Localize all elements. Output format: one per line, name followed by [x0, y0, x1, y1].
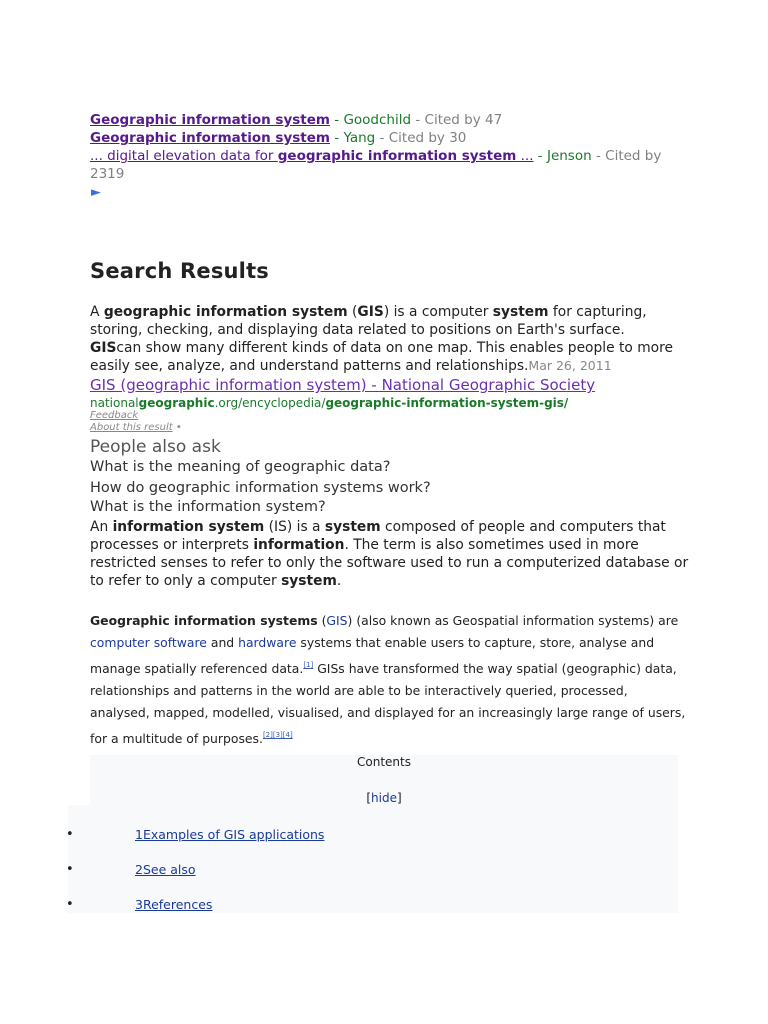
- scholar-result-1-cited[interactable]: Cited by 47: [424, 112, 503, 128]
- result-url: nationalgeographic.org/encyclopedia/geographic-information-system-gis/: [90, 396, 569, 410]
- separator: -: [591, 148, 606, 164]
- about-this-result: About this result •: [90, 422, 182, 433]
- gis-link[interactable]: GIS: [326, 613, 348, 628]
- search-results-heading: Search Results: [90, 259, 270, 283]
- separator: -: [375, 130, 389, 146]
- toc-hide-toggle: [hide]: [366, 791, 402, 805]
- bullet-icon: •: [66, 827, 74, 842]
- hardware-link[interactable]: hardware: [238, 635, 297, 650]
- scholar-result-2-cited[interactable]: Cited by 30: [388, 130, 467, 146]
- scholar-result-2-title[interactable]: Geographic information system: [90, 130, 330, 146]
- scholar-result-1: [90, 111, 502, 129]
- scholar-result-1-author: Goodchild: [343, 112, 412, 128]
- wiki-paragraph: Geographic information systems (GIS) (also known as Geospatial information systems) are computer software and hardware systems that enable users to capture, store, analyse and manage spatially referenced data.[1] GISs have transformed the way spatial (geographic) data, relationships and patterns in the world are able to be interactively queried, processed, analysed, mapped, modelled, visualised, and displayed for an increasingly large range of users, for a multitude of purposes.[2][3][4]: [90, 613, 686, 746]
- feedback-link[interactable]: Feedback: [90, 410, 139, 421]
- featured-snippet: A geographic information system (GIS) is a computer system for capturing, storing, checking, and displaying data related to positions on Earth's surface. GIScan show many different kinds of data on one map. This enables people to more easily see, analyze, and understand patterns and relationships.Mar 26, 2011: [90, 304, 673, 374]
- question-item[interactable]: What is the meaning of geographic data?: [90, 459, 391, 475]
- bullet-icon: •: [66, 897, 74, 912]
- about-this-result-link[interactable]: About this result: [90, 422, 173, 433]
- scholar-result-2-author: Yang: [343, 130, 376, 146]
- separator: -: [329, 112, 344, 128]
- bullet-icon: •: [66, 862, 74, 877]
- people-also-ask-heading: People also ask: [90, 437, 221, 457]
- toc-item[interactable]: 2See also: [135, 862, 196, 877]
- scholar-result-3-title[interactable]: ... digital elevation data for geographic information system ...: [90, 148, 534, 164]
- separator: -: [533, 148, 547, 164]
- scholar-result-3: [90, 147, 661, 165]
- more-results-arrow-icon[interactable]: ►: [91, 185, 101, 200]
- scholar-result-3-cited[interactable]: Cited by: [605, 148, 662, 164]
- result-title-link[interactable]: GIS (geographic information system) - National Geographic Society: [90, 376, 596, 394]
- question-item[interactable]: How do geographic information systems work?: [90, 480, 431, 496]
- scholar-result-3-author: Jenson: [546, 148, 592, 164]
- toc-item[interactable]: 1Examples of GIS applications: [135, 827, 325, 842]
- separator: -: [411, 112, 425, 128]
- reference-link[interactable]: [1]: [303, 661, 314, 669]
- question-answer: An information system (IS) is a system composed of people and computers that processes or interprets information. The term is also sometimes used in more restricted senses to refer to only the software used to run a computerized database or to refer to only a computer system.: [90, 519, 689, 589]
- separator: -: [329, 130, 344, 146]
- toc-hide-link[interactable]: hide: [371, 791, 397, 805]
- scholar-result-3-cited-count: 2319: [90, 166, 125, 182]
- question-item[interactable]: What is the information system?: [90, 499, 326, 515]
- scholar-result-2: [90, 129, 466, 147]
- computer-software-link[interactable]: computer software: [90, 635, 207, 650]
- reference-link[interactable]: [2][3][4]: [262, 731, 293, 739]
- toc-title: Contents: [357, 755, 411, 769]
- snippet-date: Mar 26, 2011: [528, 358, 612, 373]
- toc-item[interactable]: 3References: [135, 897, 213, 912]
- scholar-result-1-title[interactable]: Geographic information system: [90, 112, 330, 128]
